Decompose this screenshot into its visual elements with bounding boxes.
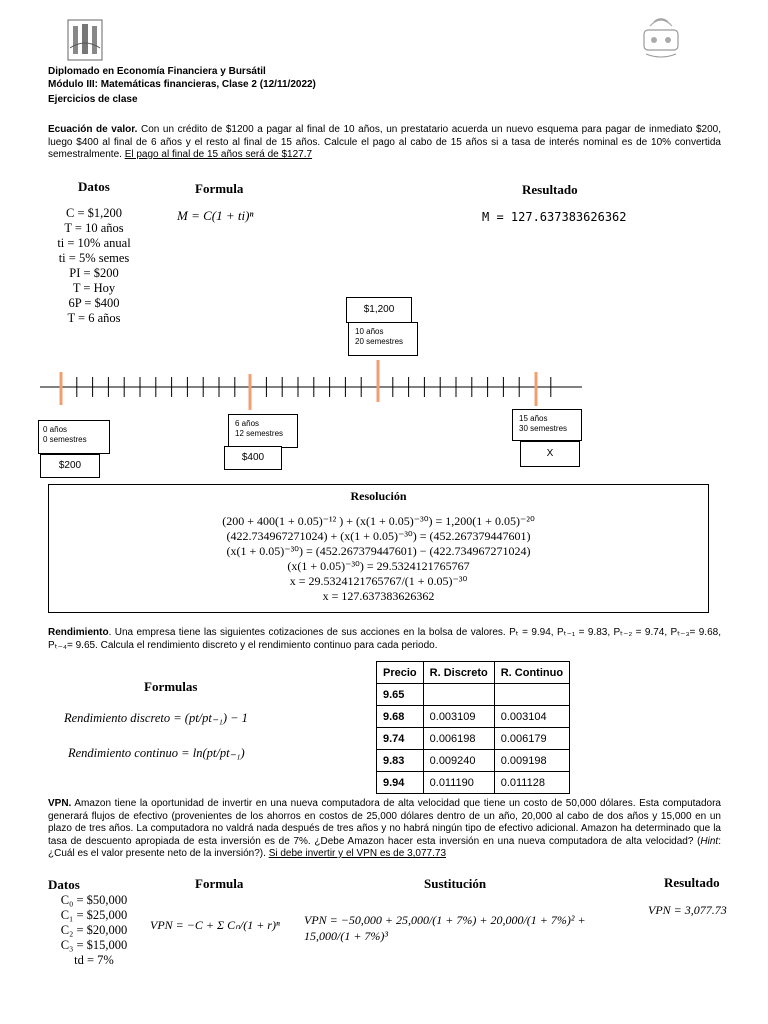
cell: 0.009240 bbox=[423, 750, 494, 772]
vpn-dato-item: C₀ = $50,000 bbox=[60, 893, 128, 907]
formula-expression: M = C(1 + ti)ⁿ bbox=[177, 208, 254, 223]
box-x-amount: X bbox=[520, 441, 580, 467]
box-15-years: 15 años 30 semestres bbox=[512, 409, 582, 441]
col-header: R. Continuo bbox=[494, 662, 569, 684]
resolucion-box bbox=[48, 484, 709, 613]
resolucion-line: x = 29.5324121765767/(1 + 0.05)⁻³⁰ bbox=[289, 574, 468, 588]
ecuacion-title: Ecuación de valor. bbox=[48, 124, 138, 135]
col-header: Precio bbox=[377, 662, 424, 684]
rendimiento-text: . Una empresa tiene las siguientes cotizaciones de sus acciones en la bolsa de valores. Pₜ = 9.94, Pₜ₋₁ = 9.83, Pₜ₋₂ = 9.74, Pₜ₋₃= 9.68, Pₜ₋₄= 9.65. Calcula el rendimiento discreto y el rendimiento continuo para cada periodo. bbox=[48, 627, 721, 651]
vpn-paragraph bbox=[48, 798, 721, 861]
vpn-sustitucion: VPN = −50,000 + 25,000/(1 + 7%) + 20,000/(1 + 7%)² + 15,000/(1 + 7%)³ bbox=[304, 913, 586, 943]
box-1200-amount: $1,200 bbox=[346, 297, 412, 323]
resolucion-title: Resolución bbox=[350, 489, 407, 503]
table-row bbox=[377, 684, 570, 706]
formula-continuo: Rendimiento continuo = ln(pt/pt₋₁) bbox=[68, 746, 245, 760]
cell: 0.003109 bbox=[423, 706, 494, 728]
vpn-text2: : ¿Cuál es el valor presente neto de la inversión?). bbox=[48, 835, 721, 859]
datos-title: Datos bbox=[78, 179, 110, 194]
vpn-formula-title: Formula bbox=[195, 876, 244, 891]
vpn-datos-title: Datos bbox=[48, 877, 80, 892]
table-row bbox=[377, 728, 570, 750]
vpn-dato-item: C₃ = $15,000 bbox=[60, 938, 128, 952]
vpn-text: Amazon tiene la oportunidad de invertir en una nueva computadora de alta velocidad que tiene un costo de 50,000 dólares. Esta computadora generará flujos de efectivo (provenientes de los ahorros en costos de 25,000 dólares dentro de un año, 20,000 al cabo de dos años y 15,000 en un plazo de tres años. La computadora no valdrá nada después de tres años y no habrá ningún tipo de efectivo adicional. Amazon ha determinado que la tasa de descuento apropiada de esta inversión es de 7%. ¿Debe Amazon hacer esta inversión en una nueva computadora de alta velocidad? ( bbox=[48, 798, 721, 847]
formula-title: Formula bbox=[195, 181, 244, 196]
vpn-formula: VPN = −C + Σ Cₙ/(1 + r)ⁿ bbox=[150, 918, 280, 932]
table-row bbox=[377, 750, 570, 772]
ecuacion-paragraph bbox=[48, 124, 721, 162]
resolucion-line: x = 127.637383626362 bbox=[322, 589, 435, 603]
resultado-value: M = 127.637383626362 bbox=[482, 210, 627, 224]
resolucion-line: (x(1 + 0.05)⁻³⁰) = (452.267379447601) − (422.734967271024) bbox=[226, 544, 531, 558]
cell: 0.011128 bbox=[494, 772, 569, 794]
vpn-hint: Hint bbox=[700, 835, 719, 847]
dato-item: T = 10 años bbox=[64, 221, 124, 235]
duaco-logo bbox=[636, 16, 686, 64]
cell: 9.65 bbox=[377, 684, 424, 706]
table-row bbox=[377, 772, 570, 794]
dato-item: T = Hoy bbox=[72, 281, 116, 295]
header-exercises: Ejercicios de clase bbox=[48, 94, 138, 105]
resolucion-line: (200 + 400(1 + 0.05)⁻¹² ) + (x(1 + 0.05)⁻³⁰) = 1,200(1 + 0.05)⁻²⁰ bbox=[222, 514, 535, 528]
ecuacion-answer: El pago al final de 15 años será de $127.7 bbox=[124, 149, 313, 160]
cell: 9.94 bbox=[377, 772, 424, 794]
timeline bbox=[40, 360, 590, 410]
cell bbox=[494, 684, 569, 706]
table-row bbox=[377, 706, 570, 728]
datos-list bbox=[44, 206, 144, 326]
box-400-amount: $400 bbox=[224, 446, 282, 470]
dato-item: 6P = $400 bbox=[68, 296, 120, 310]
cell: 0.006179 bbox=[494, 728, 569, 750]
dato-item: ti = 10% anual bbox=[57, 236, 131, 250]
cell: 0.009198 bbox=[494, 750, 569, 772]
cell: 0.003104 bbox=[494, 706, 569, 728]
vpn-resultado-title: Resultado bbox=[664, 875, 720, 890]
box-0-years: 0 años 0 semestres bbox=[38, 420, 110, 454]
rendimiento-paragraph bbox=[48, 627, 721, 652]
table-header-row bbox=[377, 662, 570, 684]
cell: 0.011190 bbox=[423, 772, 494, 794]
cell: 0.006198 bbox=[423, 728, 494, 750]
vpn-sustitucion-title: Sustitución bbox=[424, 876, 487, 891]
formulas-title: Formulas bbox=[144, 679, 198, 694]
cell bbox=[423, 684, 494, 706]
cell: 9.68 bbox=[377, 706, 424, 728]
dato-item: C = $1,200 bbox=[65, 206, 122, 220]
resultado-title: Resultado bbox=[522, 182, 578, 197]
header-module: Módulo III: Matemáticas financieras, Clase 2 (12/11/2022) bbox=[48, 79, 316, 90]
vpn-dato-item: C₂ = $20,000 bbox=[60, 923, 128, 937]
dato-item: T = 6 años bbox=[67, 311, 121, 325]
col-header: R. Discreto bbox=[423, 662, 494, 684]
university-logo bbox=[62, 18, 108, 62]
vpn-resultado: VPN = 3,077.73 bbox=[648, 903, 727, 917]
box-200-amount: $200 bbox=[40, 454, 100, 478]
cell: 9.74 bbox=[377, 728, 424, 750]
ecuacion-text: Con un crédito de $1200 a pagar al final de 10 años, un prestatario acuerda un nuevo esquema para pagar de inmediato $200, luego $400 al final de 6 años y el resto al final de 15 años. Calcule el pago al cabo de 15 años si a tasa de interés nominal es de 10% convertida semestralmente. bbox=[48, 124, 722, 160]
vpn-datos-list bbox=[44, 893, 144, 968]
dato-item: ti = 5% semes bbox=[58, 251, 130, 265]
rendimiento-title: Rendimiento bbox=[48, 627, 109, 638]
cell: 9.83 bbox=[377, 750, 424, 772]
rendimiento-table bbox=[376, 661, 570, 794]
vpn-dato-item: C₁ = $25,000 bbox=[60, 908, 128, 922]
box-10-years: 10 años 20 semestres bbox=[348, 322, 418, 356]
vpn-title: VPN. bbox=[48, 798, 72, 809]
resolucion-line: (x(1 + 0.05)⁻³⁰) = 29.5324121765767 bbox=[287, 559, 470, 573]
resolucion-line: (422.734967271024) + (x(1 + 0.05)⁻³⁰) = (452.267379447601) bbox=[226, 529, 531, 543]
box-6-years: 6 años 12 semestres bbox=[228, 414, 298, 448]
dato-item: PI = $200 bbox=[69, 266, 119, 280]
header-program: Diplomado en Economía Financiera y Bursátil bbox=[48, 66, 266, 77]
vpn-answer: Si debe invertir y el VPN es de 3,077.73 bbox=[268, 848, 447, 859]
formula-discreto: Rendimiento discreto = (pt/pt₋₁) − 1 bbox=[64, 711, 248, 725]
vpn-dato-item: td = 7% bbox=[74, 953, 114, 967]
